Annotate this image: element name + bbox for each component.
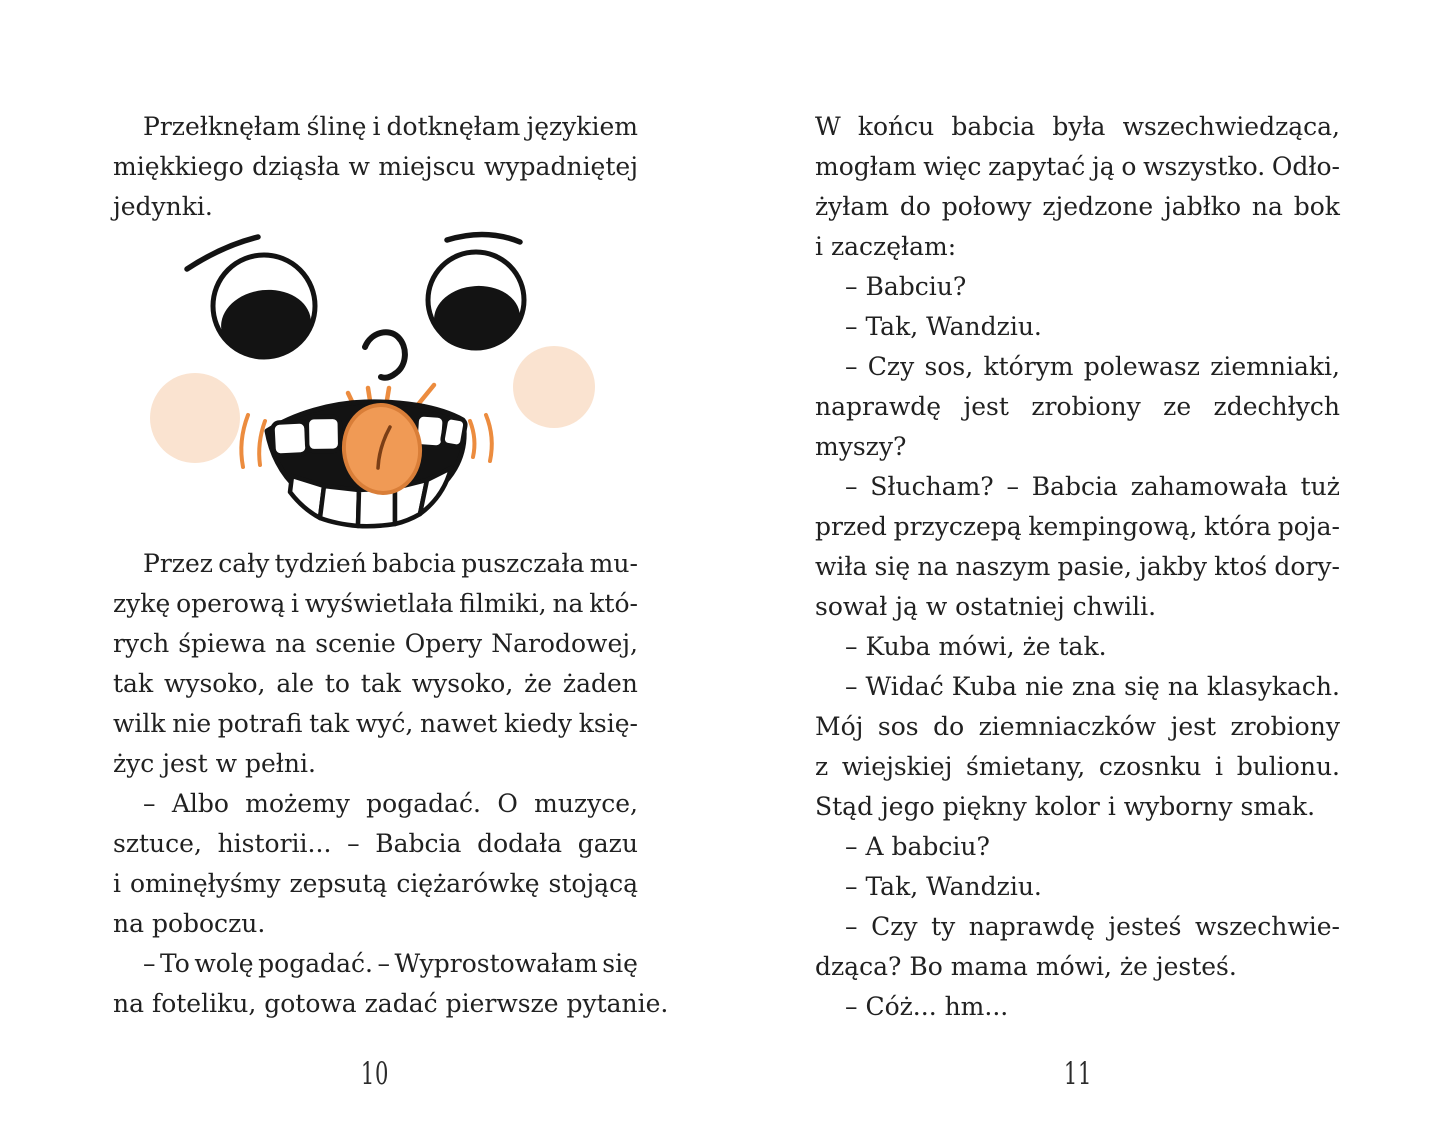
text-line: z wiejskiej śmietany, czosnku i bulionu.	[815, 752, 1340, 781]
text-line: – Czy ty naprawdę jesteś wszechwie-	[845, 912, 1340, 941]
text-line: rych śpiewa na scenie Opery Narodowej,	[113, 629, 638, 658]
text-line: i zaczęłam:	[815, 232, 957, 261]
text-line: jedynki.	[113, 192, 213, 221]
text-line: mogłam więc zapytać ją o wszystko. Odło-	[815, 152, 1340, 181]
text-line: – Albo możemy pogadać. O muzyce,	[143, 789, 638, 818]
text-line: – Tak, Wandziu.	[845, 872, 1042, 901]
text-line: zykę operową i wyświetlała filmiki, na któ-	[113, 589, 638, 618]
right-page-text	[815, 107, 1340, 1027]
text-line: Przełknęłam ślinę i dotknęłam językiem	[143, 112, 638, 141]
text-line: życ jest w pełni.	[113, 749, 316, 778]
text-line: – Kuba mówi, że tak.	[845, 632, 1107, 661]
text-line: wilk nie potrafi tak wyć, nawet kiedy księ-	[113, 709, 638, 738]
page-number-right: 11	[1063, 1056, 1093, 1092]
text-line: miękkiego dziąsła w miejscu wypadniętej	[113, 152, 638, 181]
text-line: naprawdę jest zrobiony ze zdechłych	[815, 392, 1340, 421]
text-line: dząca? Bo mama mówi, że jesteś.	[815, 952, 1237, 981]
text-line: przed przyczepą kempingową, która poja-	[815, 512, 1340, 541]
text-line: Stąd jego piękny kolor i wyborny smak.	[815, 792, 1316, 821]
text-line: żyłam do połowy zjedzone jabłko na bok	[815, 192, 1340, 221]
right-eyebrow-icon	[447, 234, 520, 242]
text-line: – Babciu?	[845, 272, 967, 301]
text-line: myszy?	[815, 432, 907, 461]
left-blush	[150, 373, 240, 463]
right-blush	[513, 346, 595, 428]
page-number-left: 10	[360, 1056, 390, 1092]
left-page-text-top	[113, 107, 638, 227]
text-line: i ominęłyśmy zepsutą ciężarówkę stojącą	[113, 869, 638, 898]
text-line: – Słucham? – Babcia zahamowała tuż	[845, 472, 1340, 501]
right-eye	[428, 252, 524, 353]
nose-icon	[365, 332, 405, 378]
text-line: – Cóż... hm...	[845, 992, 1009, 1021]
text-line: tak wysoko, ale to tak wysoko, że żaden	[113, 669, 638, 698]
text-line: na poboczu.	[113, 909, 266, 938]
text-line: W końcu babcia była wszechwiedząca,	[815, 112, 1340, 141]
text-line: – Widać Kuba nie zna się na klasykach.	[845, 672, 1340, 701]
left-page-text-bottom	[113, 544, 669, 1024]
text-line: na foteliku, gotowa zadać pierwsze pytanie.	[113, 989, 669, 1018]
text-line: – Czy sos, którym polewasz ziemniaki,	[845, 352, 1340, 381]
text-line: Mój sos do ziemniaczków jest zrobiony	[815, 712, 1340, 741]
text-line: sztuce, historii... – Babcia dodała gazu	[113, 829, 638, 858]
text-line: – To wolę pogadać. – Wyprostowałam się	[143, 949, 638, 978]
text-line: wiła się na naszym pasie, jakby ktoś dory-	[815, 552, 1340, 581]
text-line: – A babciu?	[845, 832, 990, 861]
face-illustration	[100, 225, 660, 541]
text-line: sował ją w ostatniej chwili.	[815, 592, 1157, 621]
left-eye	[213, 255, 315, 363]
text-line: Przez cały tydzień babcia puszczała mu-	[143, 549, 638, 578]
mouth	[241, 401, 491, 526]
text-line: – Tak, Wandziu.	[845, 312, 1042, 341]
